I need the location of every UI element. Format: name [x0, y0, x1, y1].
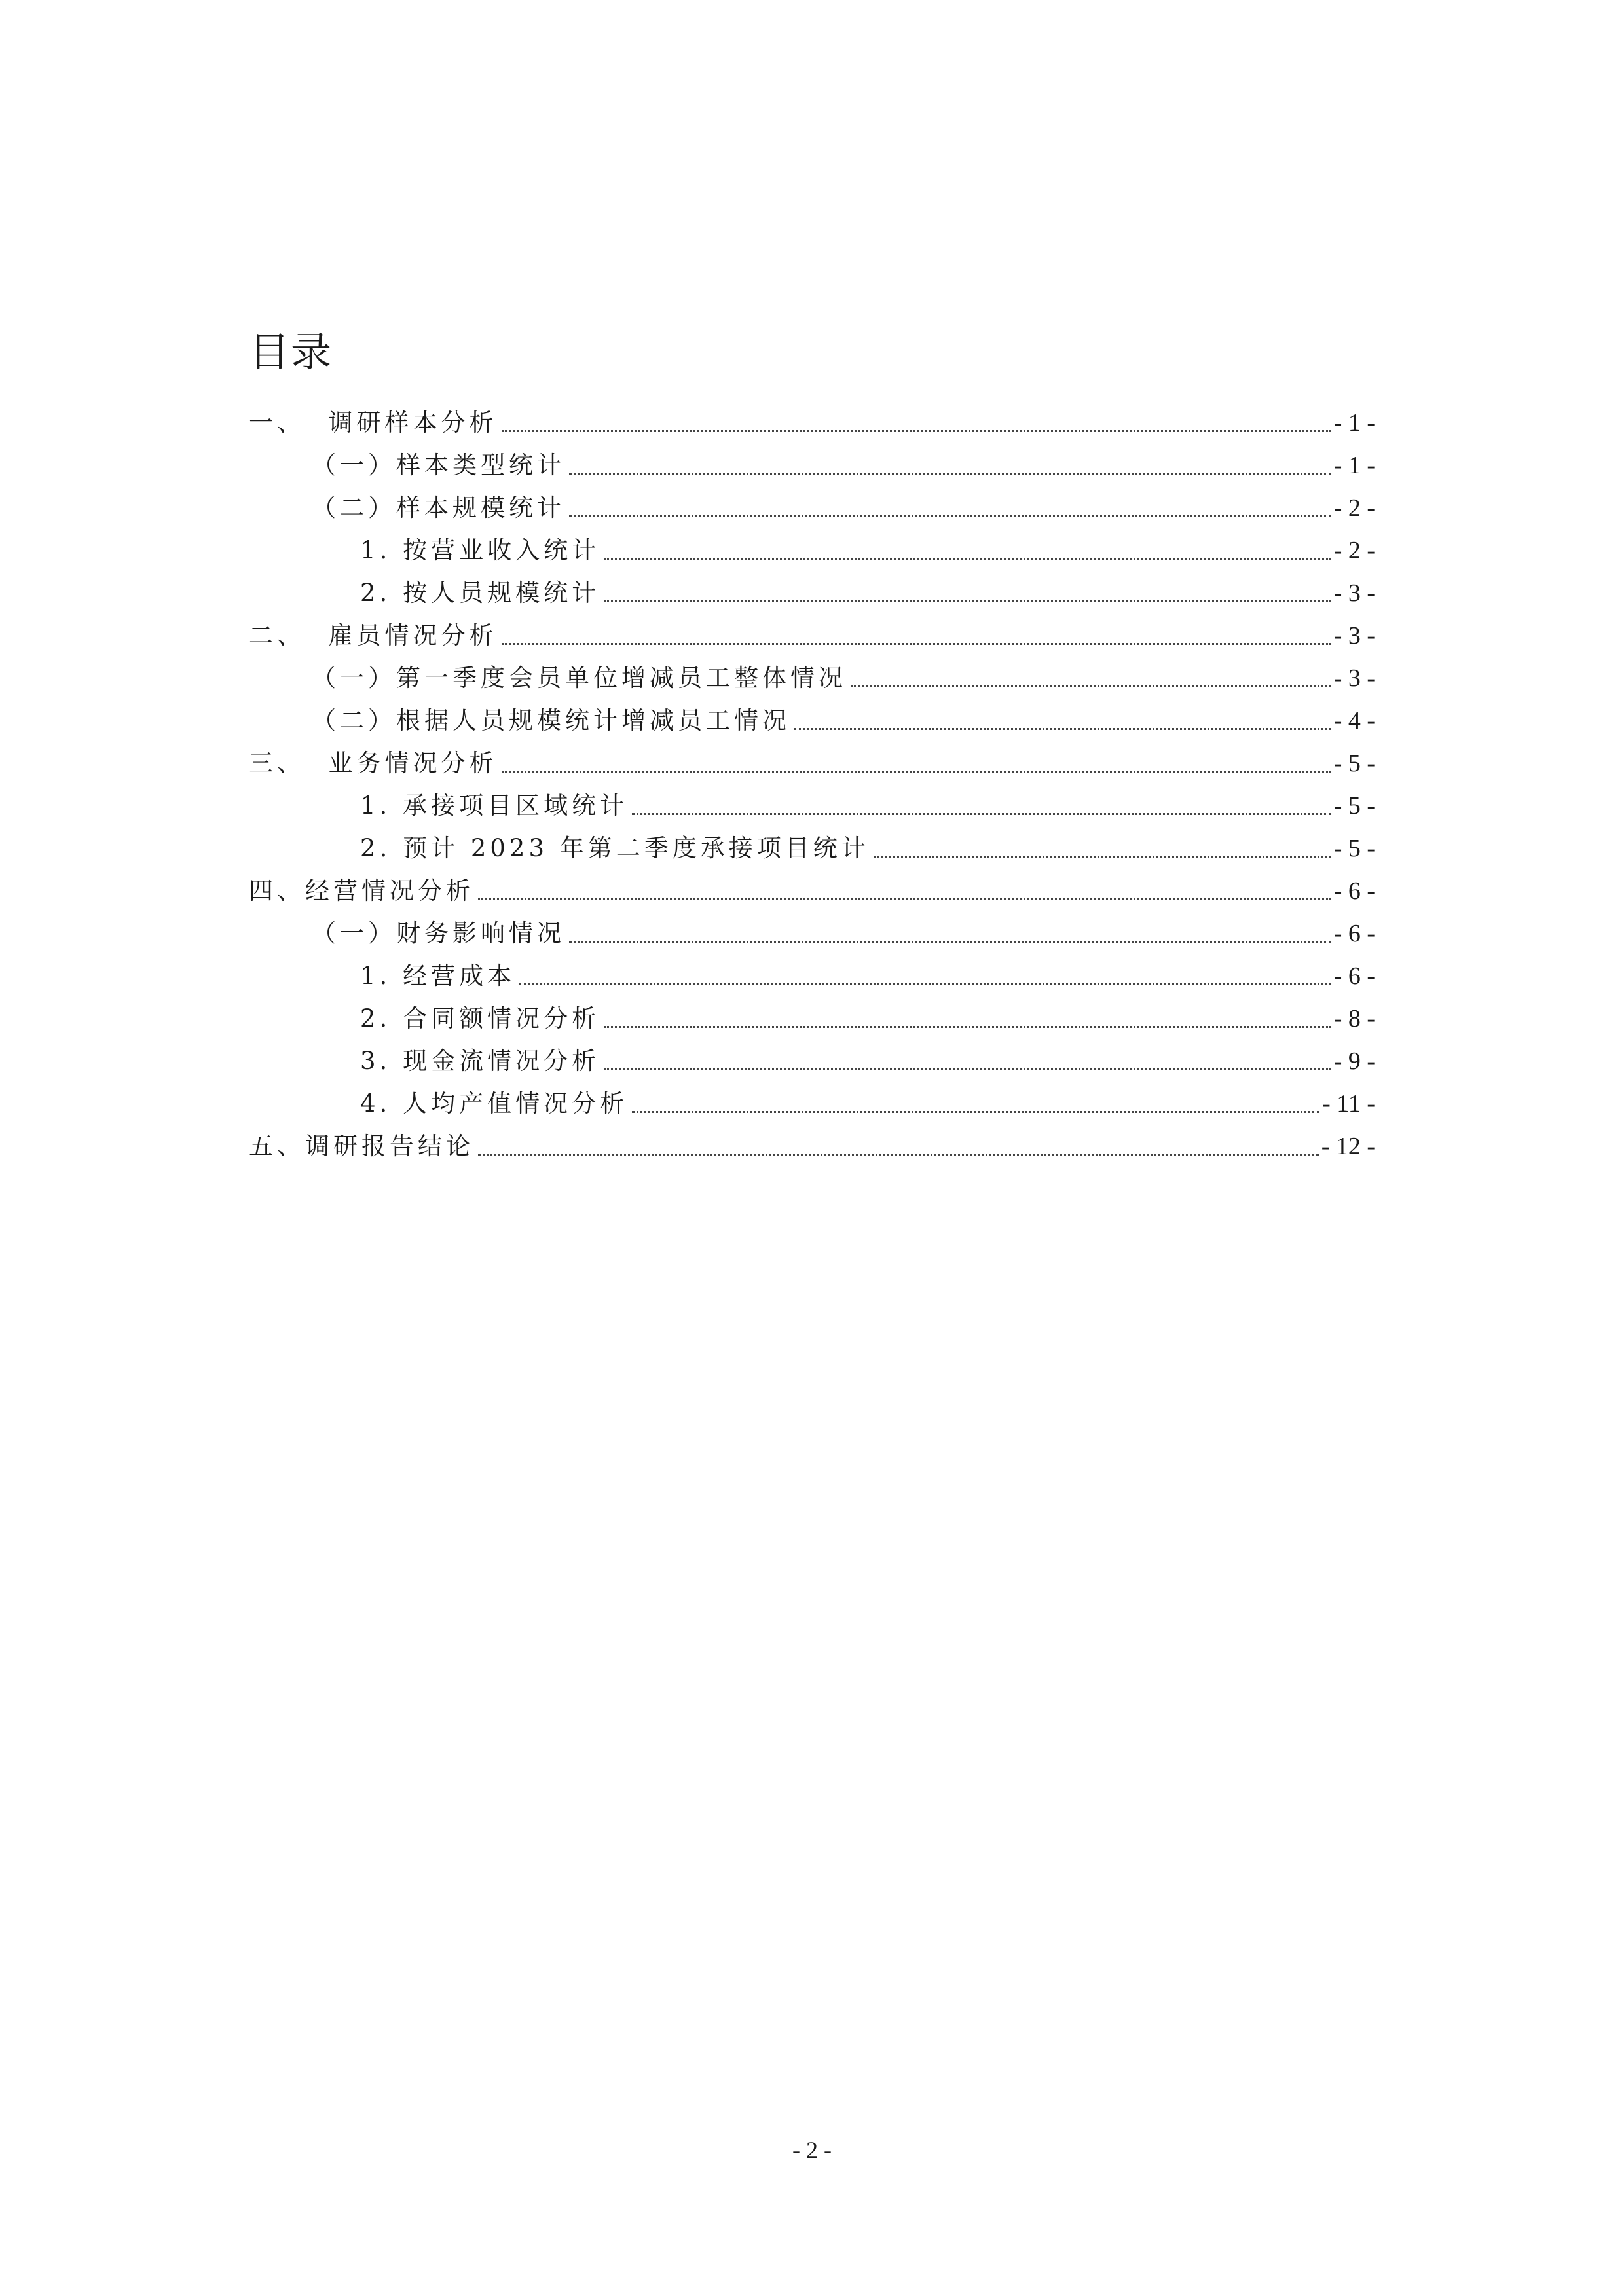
toc-entry-page: - 3 -: [1333, 622, 1375, 649]
toc-entry-level3[interactable]: [360, 1085, 1375, 1125]
toc-entry-page: - 11 -: [1322, 1090, 1375, 1118]
toc-leader-dots: [478, 898, 1331, 900]
toc-entry-level3[interactable]: [360, 958, 1375, 997]
toc-entry-level3[interactable]: [360, 575, 1375, 614]
toc-leader-dots: [569, 473, 1331, 475]
toc-leader-dots: [604, 558, 1331, 560]
toc-entry-text: 三、 业务情况分析: [249, 749, 498, 777]
toc-entry-level1[interactable]: [249, 617, 1375, 657]
toc-entry-page: - 3 -: [1333, 579, 1375, 607]
toc-entry-level2[interactable]: [312, 702, 1375, 742]
toc-leader-dots: [519, 983, 1331, 985]
toc-entry-text: 一、 调研样本分析: [249, 409, 498, 437]
toc-entry-level3[interactable]: [360, 788, 1375, 827]
toc-entry-level1[interactable]: [249, 745, 1375, 784]
toc-entry-page: - 9 -: [1333, 1048, 1375, 1075]
toc-entry-text: 1. 按营业收入统计: [360, 536, 600, 564]
toc-entry-page: - 8 -: [1333, 1005, 1375, 1032]
toc-entry-level2[interactable]: [312, 915, 1375, 955]
toc-leader-dots: [851, 685, 1331, 687]
toc-entry-text: 2. 按人员规模统计: [360, 579, 600, 607]
toc-entry-level3[interactable]: [360, 830, 1375, 869]
toc-entry-page: - 5 -: [1333, 750, 1375, 777]
toc-entry-page: - 6 -: [1333, 962, 1375, 990]
toc-entry-text: 四、经营情况分析: [249, 877, 474, 905]
toc-entry-level2[interactable]: [312, 447, 1375, 486]
toc-entry-level2[interactable]: [312, 660, 1375, 699]
toc-entry-page: - 5 -: [1333, 792, 1375, 820]
toc-leader-dots: [632, 1111, 1320, 1113]
toc-entry-text: 2. 合同额情况分析: [360, 1004, 600, 1032]
toc-entry-level1[interactable]: [249, 1128, 1375, 1167]
toc-entry-text: 二、 雇员情况分析: [249, 621, 498, 649]
toc-entry-text: 2. 预计 2023 年第二季度承接项目统计: [360, 834, 870, 862]
toc-entry-text: （一）第一季度会员单位增减员工整体情况: [312, 664, 847, 692]
toc-entry-page: - 1 -: [1333, 409, 1375, 437]
toc-leader-dots: [794, 728, 1331, 730]
toc-entry-page: - 3 -: [1333, 665, 1375, 692]
toc-leader-dots: [632, 813, 1331, 815]
toc-leader-dots: [569, 515, 1331, 517]
toc-entry-text: （一）财务影响情况: [312, 919, 565, 947]
toc-entry-page: - 5 -: [1333, 835, 1375, 862]
toc-entry-level3[interactable]: [360, 1043, 1375, 1082]
toc-leader-dots: [604, 1068, 1331, 1070]
toc-leader-dots: [604, 600, 1331, 602]
toc-entry-text: （二）根据人员规模统计增减员工情况: [312, 706, 790, 735]
toc-entry-level2[interactable]: [312, 490, 1375, 529]
toc-entry-page: - 6 -: [1333, 877, 1375, 905]
toc-leader-dots: [874, 856, 1331, 858]
toc-entry-page: - 1 -: [1333, 452, 1375, 479]
toc-entry-page: - 6 -: [1333, 920, 1375, 947]
toc-entry-level3[interactable]: [360, 532, 1375, 572]
toc-entry-text: 1. 承接项目区域统计: [360, 792, 629, 820]
toc-entry-text: 3. 现金流情况分析: [360, 1047, 600, 1075]
toc-entry-level1[interactable]: [249, 405, 1375, 444]
toc-entry-page: - 2 -: [1333, 537, 1375, 564]
toc-entry-text: 五、调研报告结论: [249, 1132, 474, 1160]
toc-entry-text: （一）样本类型统计: [312, 451, 565, 479]
toc-title: 目录: [249, 328, 333, 376]
toc-entry-level1[interactable]: [249, 873, 1375, 912]
toc-entry-page: - 4 -: [1333, 707, 1375, 735]
toc-leader-dots: [502, 430, 1331, 432]
toc-entry-text: （二）样本规模统计: [312, 494, 565, 522]
toc-entry-text: 1. 经营成本: [360, 962, 516, 990]
toc-leader-dots: [502, 643, 1331, 645]
toc-entry-page: - 2 -: [1333, 494, 1375, 522]
toc-entry-page: - 12 -: [1321, 1133, 1375, 1160]
page-number: - 2 -: [792, 2137, 832, 2163]
toc-leader-dots: [478, 1154, 1319, 1156]
toc-leader-dots: [502, 771, 1331, 773]
toc-leader-dots: [569, 941, 1331, 943]
toc-entry-level3[interactable]: [360, 1000, 1375, 1040]
toc-entry-text: 4. 人均产值情况分析: [360, 1089, 629, 1118]
toc-leader-dots: [604, 1026, 1331, 1028]
